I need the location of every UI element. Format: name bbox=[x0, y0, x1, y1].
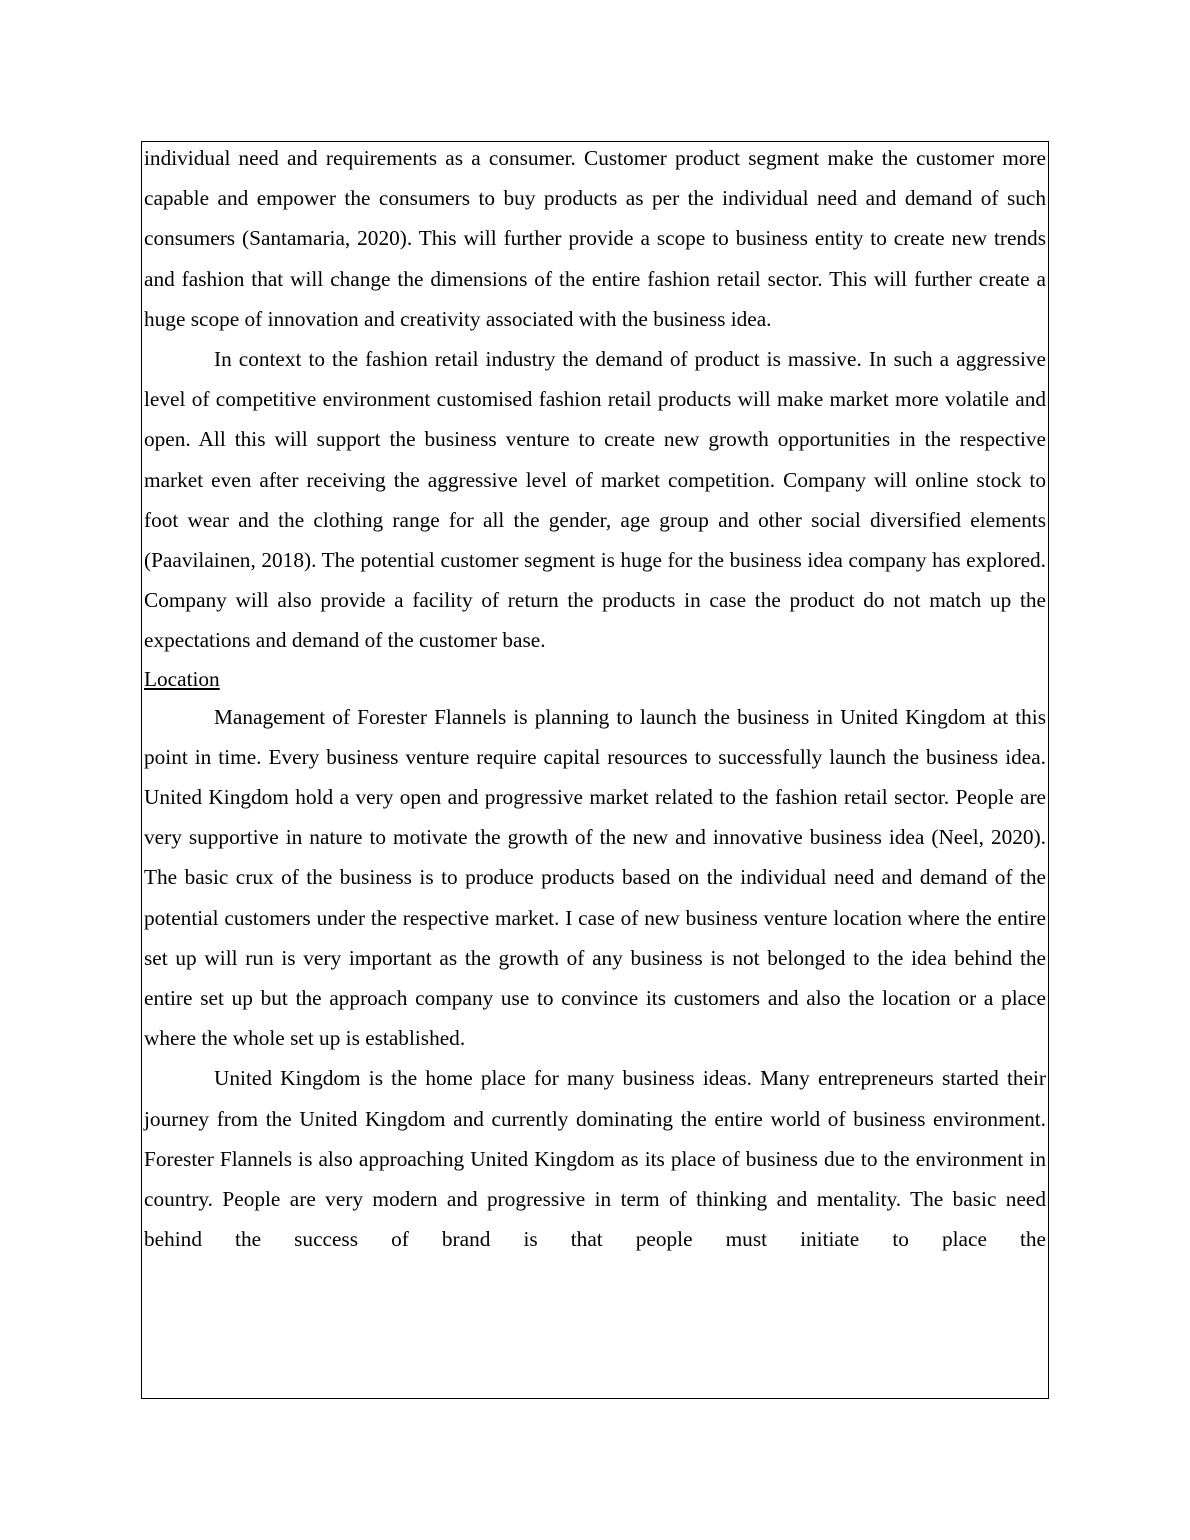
paragraph-customer-segment: individual need and requirements as a consumer. Customer product segment make the customer more capable and empower the consumers to buy products as per the individual need and demand of such consumers (Santamaria, 2020). This will further provide a scope to business entity to create new trends and fashion that will change the dimensions of the entire fashion retail sector. This will further create a huge scope of innovation and creativity associated with the business idea. bbox=[144, 146, 1046, 331]
paragraph-united-kingdom: United Kingdom is the home place for many business ideas. Many entrepreneurs started their journey from the United Kingdom and currently dominating the entire world of business environment. Forester Flannels is also approaching United Kingdom as its place of business due to the environment in country. People are very modern and progressive in term of thinking and mentality. The basic need behind the success of brand is that people must initiate to place the bbox=[144, 1066, 1046, 1252]
section-heading-location: Location bbox=[144, 666, 220, 691]
paragraph-fashion-retail-demand: In context to the fashion retail industry the demand of product is massive. In such a aggressive level of competitive environment customised fashion retail products will make market more volatile and open. All this will support the business venture to create new growth opportunities in the respective market even after receiving the aggressive level of market competition. Company will online stock to foot wear and the clothing range for all the gender, age group and other social diversified elements (Paavilainen, 2018). The potential customer segment is huge for the business idea company has explored. Company will also provide a facility of return the products in case the product do not match up the expectations and demand of the customer base. bbox=[144, 347, 1046, 653]
paragraph-location-management: Management of Forester Flannels is planning to launch the business in United Kingdom at this point in time. Every business venture require capital resources to successfully launch the business idea. United Kingdom hold a very open and progressive market related to the fashion retail sector. People are very supportive in nature to motivate the growth of the new and innovative business idea (Neel, 2020). The basic crux of the business is to produce products based on the individual need and demand of the potential customers under the respective market. I case of new business venture location where the entire set up will run is very important as the growth of any business is not belonged to the idea behind the entire set up but the approach company use to convince its customers and also the location or a place where the whole set up is established. bbox=[144, 704, 1046, 1051]
text-frame bbox=[141, 141, 1049, 1399]
document-body bbox=[142, 141, 1048, 1259]
